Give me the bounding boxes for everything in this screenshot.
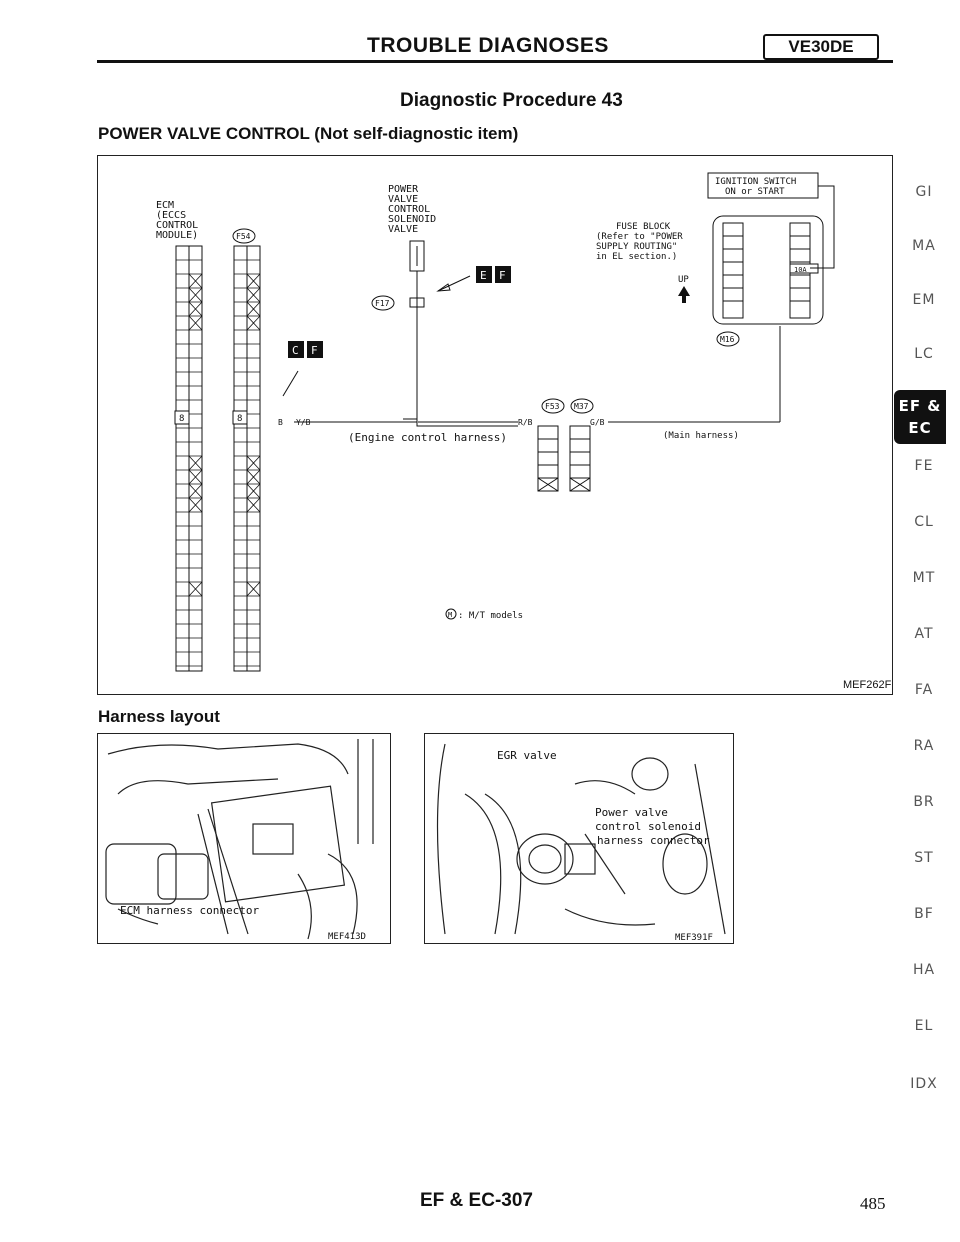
wire-yb bbox=[294, 422, 518, 426]
header-rule bbox=[97, 60, 893, 63]
tab-em[interactable]: EM bbox=[912, 292, 936, 308]
engine-badge: VE30DE bbox=[763, 34, 879, 60]
up-label: UP bbox=[678, 275, 689, 285]
connector-m37-label: M37 bbox=[574, 402, 589, 411]
tab-fe[interactable]: FE bbox=[914, 458, 934, 474]
footer-page-code: EF & EC-307 bbox=[420, 1190, 533, 1211]
power-valve-photo bbox=[424, 733, 734, 944]
fuse-line-2: (Refer to "POWER bbox=[596, 232, 683, 242]
procedure-title: Diagnostic Procedure 43 bbox=[400, 90, 623, 111]
tab-lc[interactable]: LC bbox=[914, 346, 934, 362]
procedure-subtitle: POWER VALVE CONTROL (Not self-diagnostic item) bbox=[98, 124, 519, 143]
ecm-connector-caption: ECM harness connector bbox=[120, 904, 260, 917]
legend-text: : M/T models bbox=[458, 611, 524, 621]
egr-valve-label: EGR valve bbox=[497, 749, 557, 762]
tab-mt[interactable]: MT bbox=[912, 570, 936, 586]
power-valve-label: Power valve bbox=[595, 806, 668, 819]
badge-f-label: F bbox=[499, 269, 506, 282]
fuse-line-3: SUPPLY ROUTING" bbox=[596, 242, 678, 252]
tab-idx[interactable]: IDX bbox=[910, 1076, 938, 1092]
ignition-line-1: IGNITION SWITCH bbox=[715, 177, 797, 187]
harness-connector-label: harness connector bbox=[597, 834, 710, 847]
harness-layout-title: Harness layout bbox=[98, 707, 220, 726]
ecm-harness-illustration bbox=[98, 734, 391, 944]
wiring-diagram-svg bbox=[98, 156, 894, 696]
tab-ef-ec[interactable]: EF & EC bbox=[894, 390, 946, 444]
connector-f53-label: F53 bbox=[545, 402, 560, 411]
fuse-line-4: in EL section.) bbox=[596, 252, 678, 262]
figure-code: MEF262F bbox=[843, 679, 892, 691]
tab-at[interactable]: AT bbox=[914, 626, 934, 642]
harness-engine-label: (Engine control harness) bbox=[348, 431, 507, 444]
tab-br[interactable]: BR bbox=[913, 794, 935, 810]
tab-el[interactable]: EL bbox=[914, 1018, 934, 1034]
badge-e-label: E bbox=[480, 269, 487, 282]
wire-rb-label: R/B bbox=[518, 418, 533, 427]
ecm-desc-3: MODULE) bbox=[156, 230, 199, 241]
left-photo-code: MEF413D bbox=[328, 932, 366, 942]
fuse-rating: 10A bbox=[794, 266, 807, 274]
power-valve-illustration bbox=[425, 734, 734, 944]
solenoid-line-2: VALVE bbox=[388, 194, 419, 205]
up-arrow-icon bbox=[678, 286, 690, 303]
ecm-desc-2: CONTROL bbox=[156, 220, 199, 231]
tab-ha[interactable]: HA bbox=[912, 962, 936, 978]
control-solenoid-label: control solenoid bbox=[595, 820, 701, 833]
connector-m16-label: M16 bbox=[720, 335, 735, 344]
badge-c-label: C bbox=[292, 344, 299, 357]
pin-8-left: 8 bbox=[179, 414, 185, 424]
right-photo-code: MEF391F bbox=[675, 933, 713, 943]
solenoid-line-5: VALVE bbox=[388, 224, 419, 235]
solenoid-line-4: SOLENOID bbox=[388, 214, 437, 225]
legend-m: M bbox=[448, 611, 453, 619]
badge-f2-label: F bbox=[311, 344, 318, 357]
wire-b-label: B bbox=[278, 418, 283, 427]
page-number: 485 bbox=[860, 1194, 886, 1213]
tab-st[interactable]: ST bbox=[914, 850, 934, 866]
tab-bf[interactable]: BF bbox=[914, 906, 934, 922]
ignition-line-2: ON or START bbox=[725, 187, 785, 197]
solenoid-line-3: CONTROL bbox=[388, 204, 431, 215]
ecm-harness-photo bbox=[97, 733, 391, 944]
wire-gb-label: G/B bbox=[590, 418, 605, 427]
wire-yb-label: Y/B bbox=[296, 418, 311, 427]
tab-ma[interactable]: MA bbox=[912, 238, 936, 254]
wiring-diagram bbox=[97, 155, 893, 695]
tab-ra[interactable]: RA bbox=[913, 738, 935, 754]
fuse-line-1: FUSE BLOCK bbox=[616, 222, 671, 232]
page-header-title: TROUBLE DIAGNOSES bbox=[367, 34, 609, 57]
solenoid-line-1: POWER bbox=[388, 184, 419, 195]
tab-gi[interactable]: GI bbox=[915, 184, 933, 200]
harness-main-label: (Main harness) bbox=[663, 431, 739, 441]
pin-8-right: 8 bbox=[237, 414, 243, 424]
connector-f54-label: F54 bbox=[236, 232, 251, 241]
connector-f17-label: F17 bbox=[375, 299, 390, 308]
tab-cl[interactable]: CL bbox=[914, 514, 934, 530]
ecm-desc-1: (ECCS bbox=[156, 210, 187, 221]
ecm-label: ECM bbox=[156, 200, 175, 211]
tab-fa[interactable]: FA bbox=[914, 682, 934, 698]
